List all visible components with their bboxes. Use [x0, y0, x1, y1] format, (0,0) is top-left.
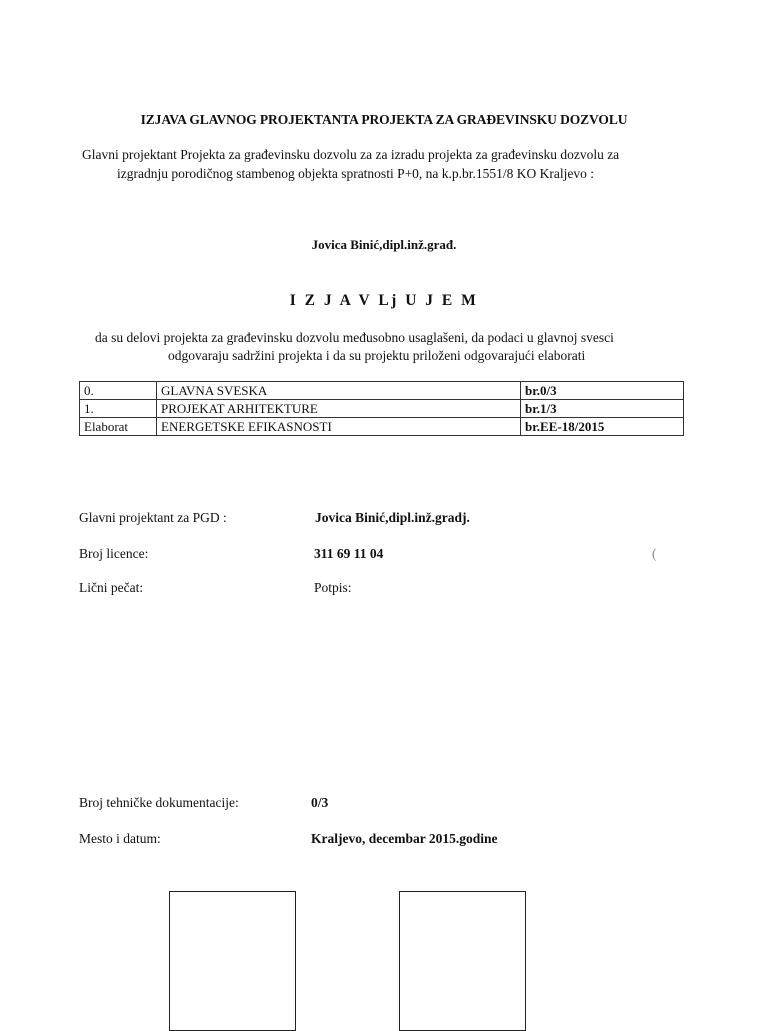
- license-extra-mark: (: [652, 546, 657, 561]
- chief-designer-label: Glavni projektant za PGD :: [79, 510, 227, 525]
- table-cell-number: 1.: [80, 400, 157, 418]
- table-row: [80, 400, 684, 418]
- table-cell-reference: br.1/3: [521, 400, 684, 418]
- license-label: Broj licence:: [79, 546, 149, 561]
- table-cell-name: PROJEKAT ARHITEKTURE: [157, 400, 521, 418]
- table-cell-name: GLAVNA SVESKA: [157, 382, 521, 400]
- intro-text-line-2: izgradnju porodičnog stambenog objekta spratnosti P+0, na k.p.br.1551/8 KO Kraljevo :: [117, 166, 595, 181]
- table-cell-number: Elaborat: [80, 418, 157, 436]
- tech-doc-value: 0/3: [311, 795, 329, 810]
- designer-name: Jovica Binić,dipl.inž.građ.: [311, 237, 457, 252]
- signature-label: Potpis:: [314, 580, 352, 595]
- place-date-value: Kraljevo, decembar 2015.godine: [311, 831, 498, 846]
- table-cell-reference: br.0/3: [521, 382, 684, 400]
- tech-doc-label: Broj tehničke dokumentacije:: [79, 795, 239, 810]
- place-date-label: Mesto i datum:: [79, 831, 161, 846]
- project-parts-table: [79, 381, 684, 436]
- table-cell-number: 0.: [80, 382, 157, 400]
- table-cell-name: ENERGETSKE EFIKASNOSTI: [157, 418, 521, 436]
- chief-designer-value: Jovica Binić,dipl.inž.gradj.: [315, 510, 470, 525]
- declaration-heading: I Z J A V Lj U J E M: [289, 292, 479, 309]
- intro-text-line-1: Glavni projektant Projekta za građevinsku dozvolu za za izradu projekta za građevinsku dozvolu za: [82, 147, 620, 162]
- document-title: IZJAVA GLAVNOG PROJEKTANTA PROJEKTA ZA GRAĐEVINSKU DOZVOLU: [140, 112, 628, 127]
- license-value: 311 69 11 04: [314, 546, 384, 561]
- seal-box: [169, 891, 296, 1031]
- declaration-text-line-1: da su delovi projekta za građevinsku dozvolu međusobno usaglašeni, da podaci u glavnoj svesci: [95, 330, 614, 345]
- declaration-text-line-2: odgovaraju sadržini projekta i da su projektu priloženi odgovarajući elaborati: [168, 348, 586, 363]
- signature-box: [399, 891, 526, 1031]
- seal-label: Lični pečat:: [79, 580, 144, 595]
- table-row: [80, 382, 684, 400]
- table-cell-reference: br.EE-18/2015: [521, 418, 684, 436]
- table-row: [80, 418, 684, 436]
